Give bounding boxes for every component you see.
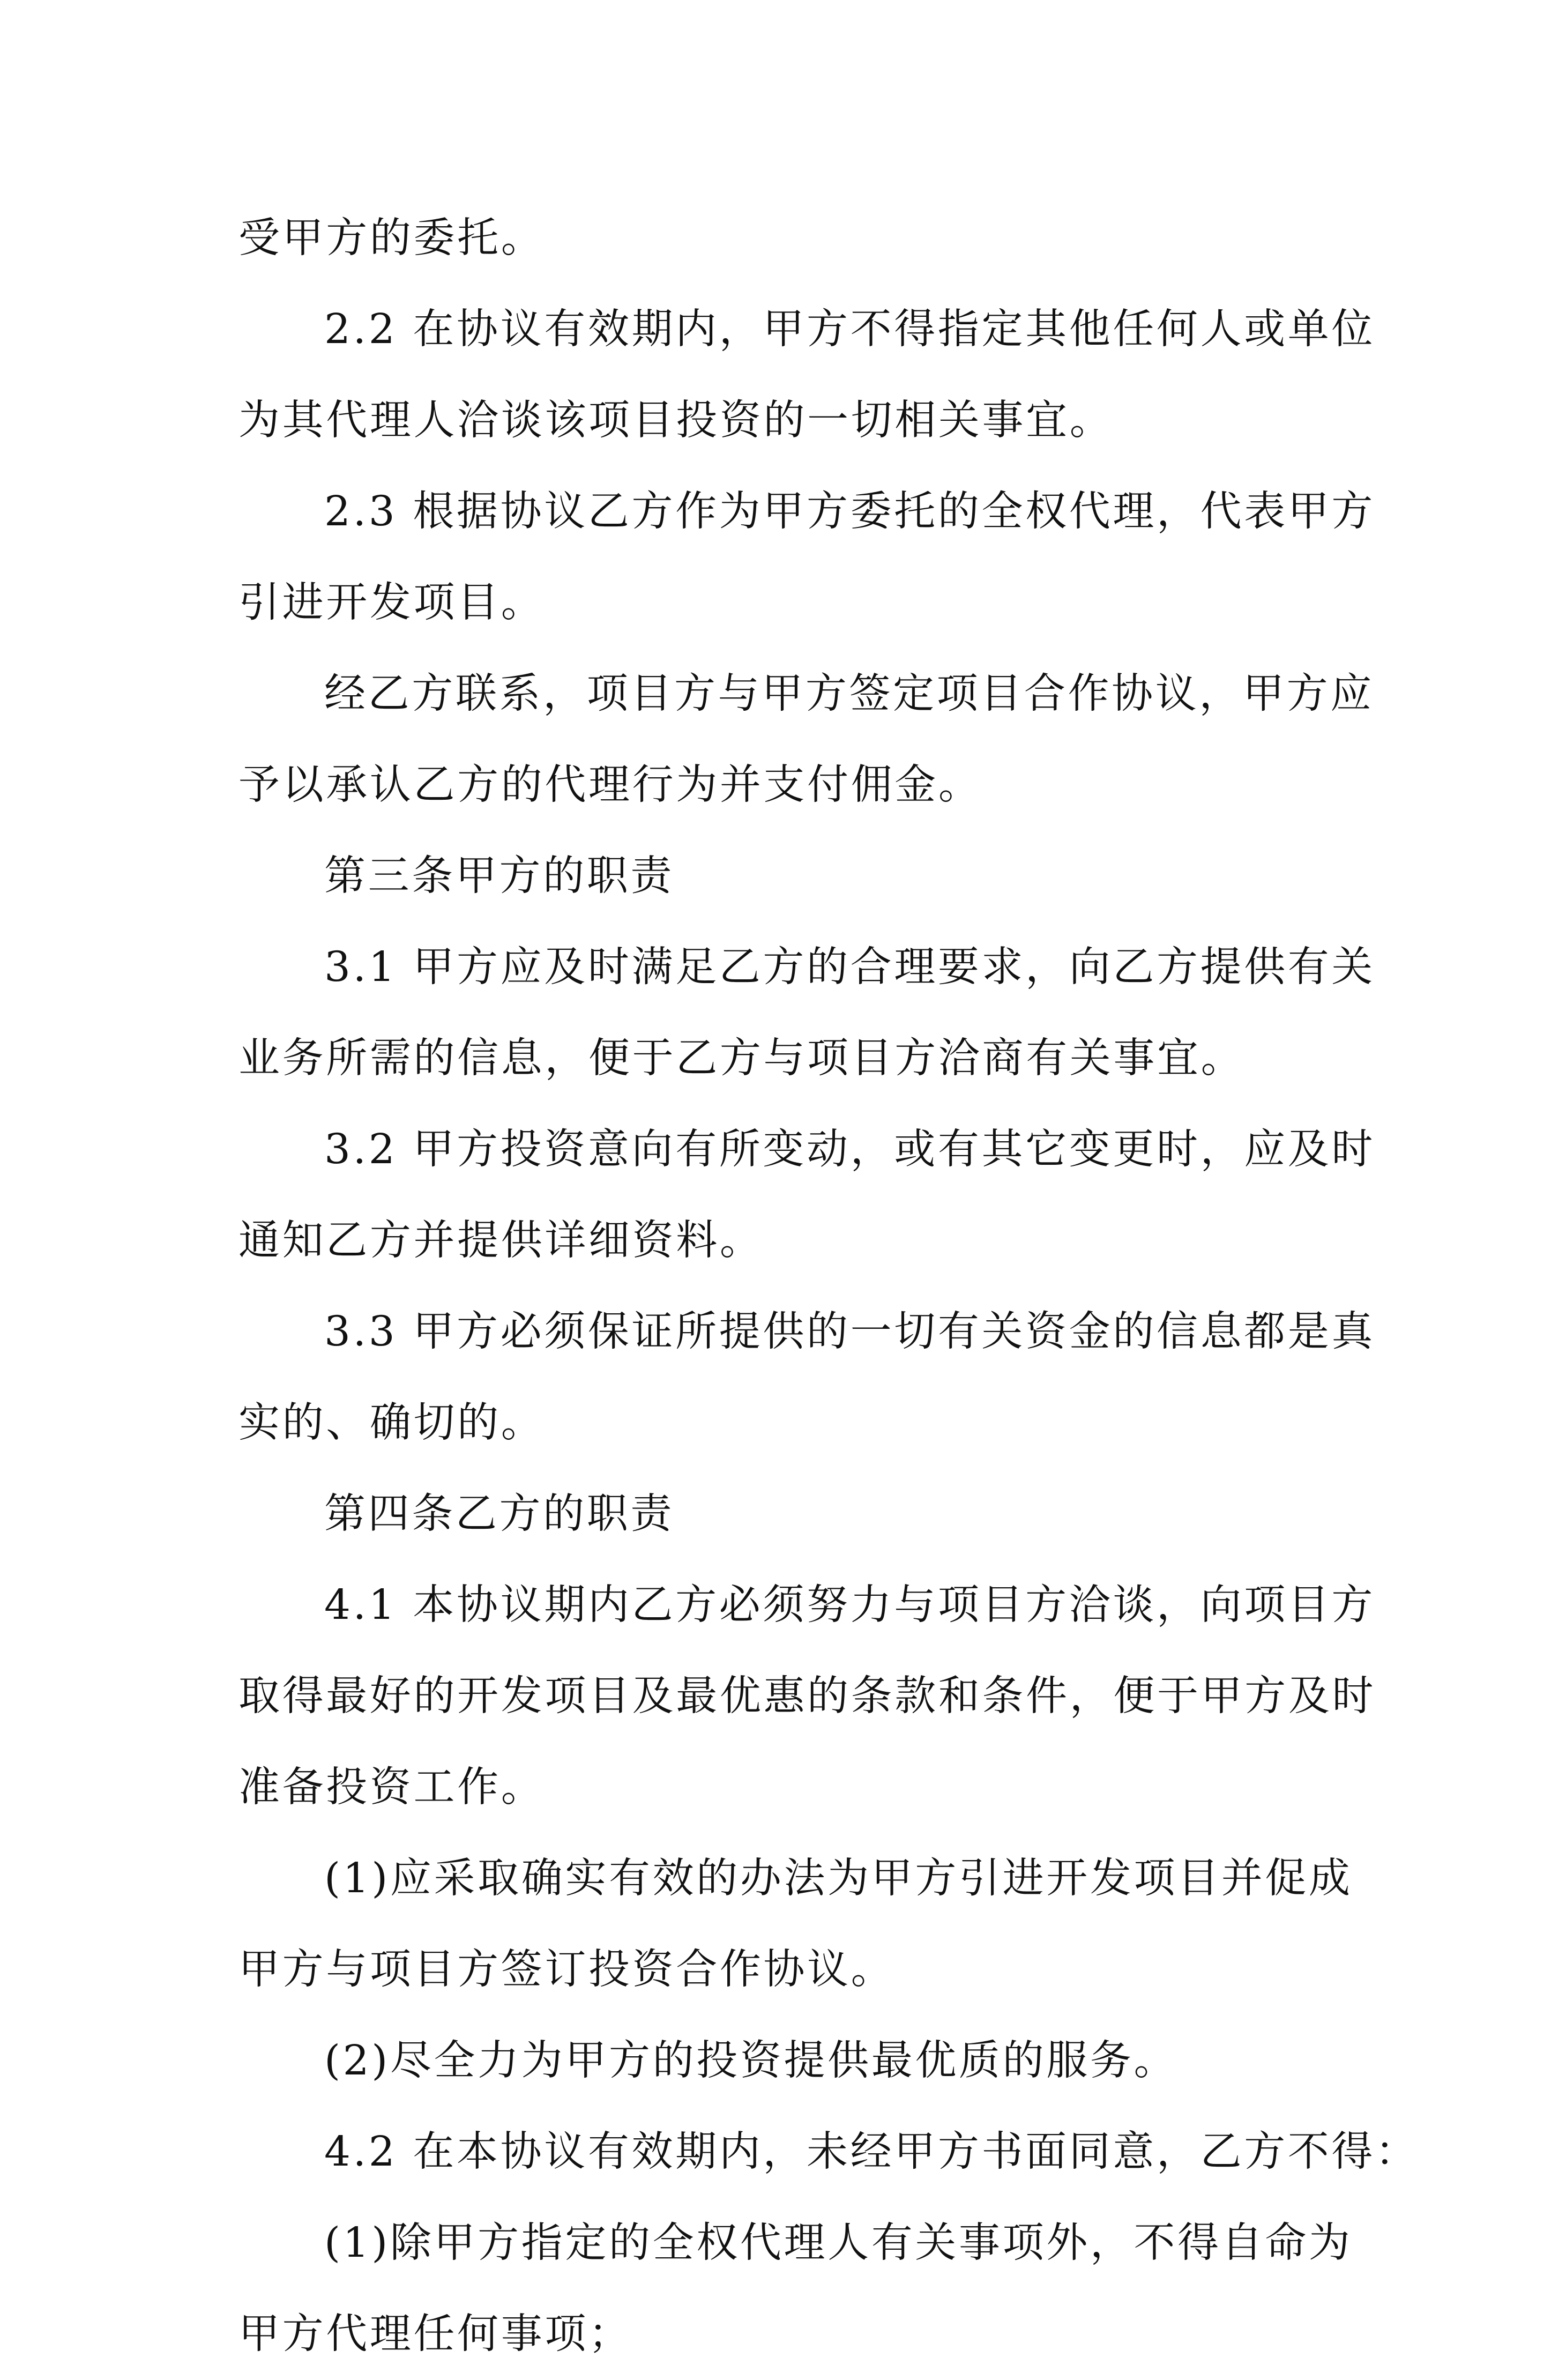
- paragraph-line: 3.3 甲方必须保证所提供的一切有关资金的信息都是真: [324, 1308, 1376, 1356]
- paragraph-line: 为其代理人洽谈该项目投资的一切相关事宜。: [238, 397, 1114, 444]
- list-item-line: 甲方与项目方签订投资合作协议。: [238, 1946, 895, 1994]
- paragraph-line: 经乙方联系，项目方与甲方签定项目合作协议，甲方应: [324, 670, 1374, 718]
- paragraph-line: 2.3 根据协议乙方作为甲方委托的全权代理，代表甲方: [324, 488, 1376, 536]
- paragraph-line: 实的、确切的。: [238, 1399, 545, 1447]
- section-heading: 第四条乙方的职责: [324, 1490, 674, 1538]
- paragraph-line: 4.1 本协议期内乙方必须努力与项目方洽谈，向项目方: [324, 1581, 1376, 1629]
- paragraph-line: 受甲方的委托。: [238, 214, 545, 262]
- section-heading: 第三条甲方的职责: [324, 852, 674, 900]
- paragraph-line: 3.2 甲方投资意向有所变动，或有其它变更时，应及时: [324, 1126, 1376, 1173]
- paragraph-line: 通知乙方并提供详细资料。: [238, 1217, 764, 1265]
- paragraph-line: 取得最好的开发项目及最优惠的条款和条件，便于甲方及时: [238, 1672, 1376, 1720]
- paragraph-line: 2.2 在协议有效期内，甲方不得指定其他任何人或单位: [324, 306, 1376, 353]
- paragraph-line: 3.1 甲方应及时满足乙方的合理要求，向乙方提供有关: [324, 943, 1376, 991]
- paragraph-line: 业务所需的信息，便于乙方与项目方洽商有关事宜。: [238, 1035, 1245, 1082]
- paragraph-line: 4.2 在本协议有效期内，未经甲方书面同意，乙方不得：: [324, 2128, 1419, 2176]
- paragraph-line: 引进开发项目。: [238, 579, 545, 627]
- document-page: [238, 193, 1419, 2380]
- list-item-line: 甲方代理任何事项；: [238, 2310, 632, 2358]
- paragraph-line: 予以承认乙方的代理行为并支付佣金。: [238, 761, 982, 809]
- list-item-line: (1)除甲方指定的全权代理人有关事项外，不得自命为: [324, 2219, 1353, 2267]
- list-item-line: (2)尽全力为甲方的投资提供最优质的服务。: [324, 2037, 1178, 2085]
- list-item-line: (1)应采取确实有效的办法为甲方引进开发项目并促成: [324, 1855, 1353, 1902]
- paragraph-line: 准备投资工作。: [238, 1764, 545, 1811]
